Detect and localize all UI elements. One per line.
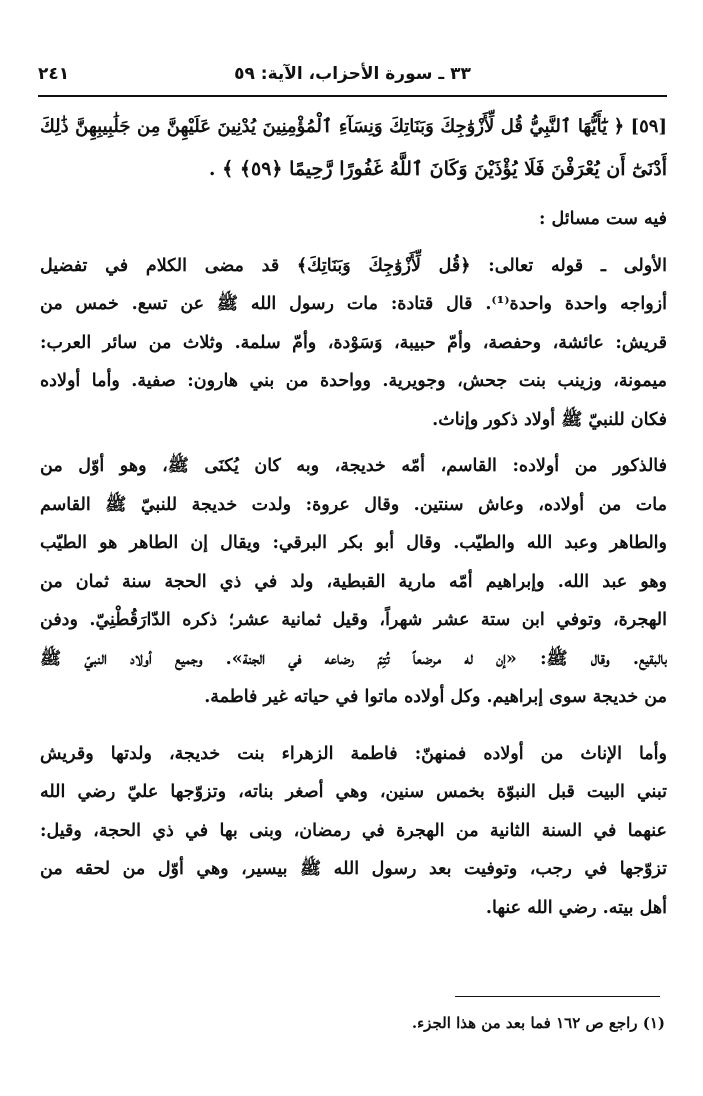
text-line: فكان للنبيّ ﷺ أولاد ذكور وإناث. [432, 409, 667, 430]
text-line: عنهما في السنة الثانية من الهجرة في رمضان، وبنى بها في ذي الحجة، وقيل: [40, 820, 667, 841]
text-line: والطاهر وعبد الله والطيّب. وقال أبو بكر البرقي: ويقال إن الطاهر هو الطيّب [40, 533, 667, 553]
text-line: تزوّجها في رجب، وتوفيت بعد رسول الله ﷺ بيسير، وهي أوّل من لحقه من [40, 859, 667, 879]
footnote-rule [455, 996, 660, 997]
text-line: ميمونة، وزينب بنت جحش، وجويرية. وواحدة من بني هارون: صفية. وأما أولاده [40, 371, 667, 391]
intro-line: فيه ست مسائل : [538, 209, 667, 229]
paragraph-sons [40, 447, 667, 717]
text-line: وهو عبد الله. وإبراهيم أمّه مارية القبطية، ولد في ذي الحجة سنة ثمان من [40, 571, 667, 592]
text-line: وأما الإناث من أولاده فمنهنّ: فاطمة الزهراء بنت خديجة، ولدتها وقريش [40, 743, 667, 764]
text-line: بالبقيع. وقال ﷺ: «إن له مرضعاً تُتِمّ رضاعه في الجنة». وجميع أولاد النبيّ ﷺ [40, 648, 667, 669]
page-header [38, 64, 667, 92]
paragraph-first-issue [40, 247, 667, 440]
text-line: فالذكور من أولاده: القاسم، أمّه خديجة، وبه كان يُكنَى ﷺ، وهو أوّل من [40, 456, 667, 476]
commentary-body [40, 200, 667, 927]
text-line: من خديجة سوى إبراهيم. وكل أولاده ماتوا في حياته غير فاطمة. [204, 687, 667, 707]
header-rule [38, 95, 667, 97]
paragraph-daughters [40, 735, 667, 928]
verse-line: [٥٩] ﴿ يَٰٓأَيُّهَا ٱلنَّبِيُّ قُل لِّأَزْوَٰجِكَ وَبَنَاتِكَ وَنِسَآءِ ٱلْمُؤْمِنِينَ يُدْنِينَ عَلَيْهِنَّ مِن جَلَٰبِيبِهِنَّ ذَٰلِكَ [40, 116, 667, 137]
text-line: أزواجه واحدة واحدة⁽¹⁾. قال قتادة: مات رسول الله ﷺ عن تسع. خمس من [40, 294, 667, 314]
footnote: (١) راجع ص ١٦٢ فما بعد من هذا الجزء. [411, 1014, 665, 1032]
quran-verse [40, 106, 667, 190]
text-line: مات من أولاده، وعاش سنتين. وقال عروة: ولدت خديجة للنبيّ ﷺ القاسم [40, 494, 667, 515]
text-line: الأولى ـ قوله تعالى: ﴿قُل لِّأَزْوَٰجِكَ وَبَنَاتِكَ﴾ قد مضى الكلام في تفضيل [40, 255, 667, 276]
text-line: الهجرة، وتوفي ابن ستة عشر شهراً، وقيل ثمانية عشر؛ ذكره الدّارَقُطْنِيّ. ودفن [40, 610, 667, 630]
verse-line: أَدْنَىٰٓ أَن يُعْرَفْنَ فَلَا يُؤْذَيْنَ وَكَانَ ٱللَّهُ غَفُورًا رَّحِيمًا ﴿٥٩﴾ ﴾ . [208, 158, 667, 180]
text-line: أهل بيته. رضي الله عنها. [485, 897, 667, 918]
text-line: تبني البيت قبل النبوّة بخمس سنين، وهي أصغر بناته، وتزوّجها عليّ رضي الله [40, 782, 667, 802]
running-title: ٣٣ ـ سورة الأحزاب، الآية: ٥٩ [234, 64, 471, 84]
page-number: ٢٤١ [38, 64, 70, 84]
text-line: قريش: عائشة، وحفصة، وأمّ حبيبة، وَسَوْدة، وأمّ سلمة. وثلاث من سائر العرب: [40, 332, 667, 353]
